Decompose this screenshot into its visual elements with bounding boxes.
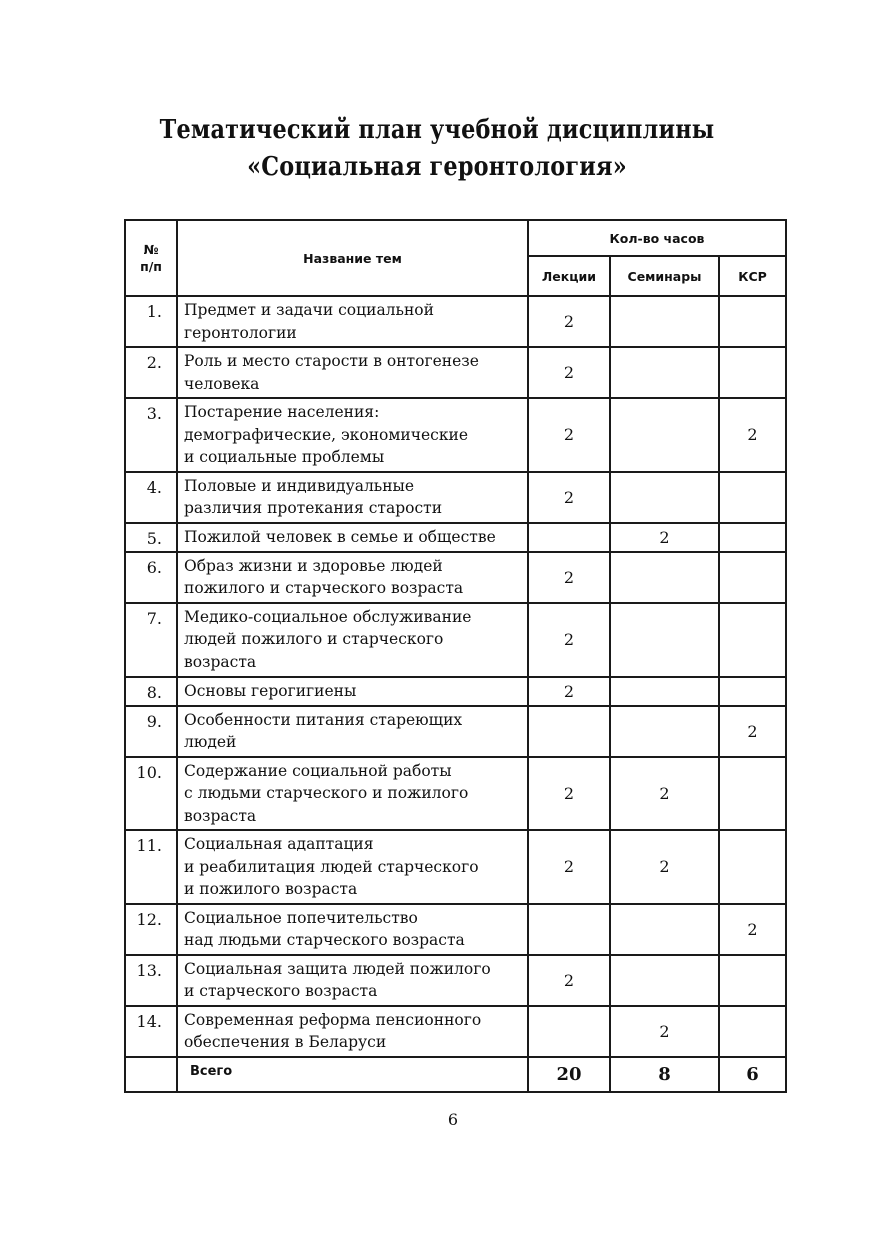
row-lectures — [528, 1006, 610, 1057]
row-ksr — [719, 830, 786, 904]
row-lectures: 2 — [528, 398, 610, 472]
row-topic-line: Социальное попечительство — [184, 908, 418, 927]
row-topic-line: людей пожилого и старческого — [184, 630, 444, 648]
row-ksr — [719, 472, 786, 523]
row-seminars — [610, 955, 719, 1006]
row-number: 10. — [125, 757, 177, 831]
row-number: 11. — [125, 830, 177, 904]
total-label: Всего — [177, 1057, 528, 1092]
row-topic-line: людей — [184, 733, 237, 751]
row-topic-line: над людьми старческого возраста — [184, 931, 465, 949]
row-topic-line: пожилого и старческого возраста — [184, 579, 464, 597]
row-lectures: 2 — [528, 472, 610, 523]
row-lectures: 2 — [528, 757, 610, 831]
row-lectures: 2 — [528, 955, 610, 1006]
table-row — [125, 398, 786, 472]
row-seminars — [610, 603, 719, 677]
row-topic-line: и реабилитация людей старческого — [184, 857, 479, 876]
row-seminars — [610, 472, 719, 523]
row-topic-line: Образ жизни и здоровье людей — [184, 556, 443, 575]
row-topic-line: Основы герогигиены — [184, 681, 357, 700]
row-topic-line: геронтологии — [184, 323, 297, 342]
row-topic-line: с людьми старческого и пожилого — [184, 784, 469, 802]
row-topic-line: Роль и место старости в онтогенезе — [184, 352, 479, 370]
table-row — [125, 296, 786, 347]
row-seminars — [610, 552, 719, 603]
row-topic-line: и социальные проблемы — [184, 448, 385, 466]
total-ksr: 6 — [719, 1057, 786, 1092]
row-seminars — [610, 296, 719, 347]
row-lectures: 2 — [528, 552, 610, 603]
table-body — [125, 296, 786, 1057]
table-row — [125, 552, 786, 603]
row-topic — [177, 904, 528, 955]
title-line-2: «Социальная геронтология» — [247, 152, 627, 182]
row-topic-line: Предмет и задачи социальной — [184, 301, 434, 319]
row-ksr — [719, 955, 786, 1006]
header-lectures: Лекции — [528, 256, 610, 296]
header-ksr: КСР — [719, 256, 786, 296]
table-row — [125, 1006, 786, 1057]
row-topic-line: Постарение населения: — [184, 403, 380, 421]
row-topic-line: Современная реформа пенсионного — [184, 1010, 482, 1029]
row-ksr — [719, 296, 786, 347]
table-row — [125, 955, 786, 1006]
row-number: 2. — [125, 347, 177, 398]
row-seminars — [610, 347, 719, 398]
row-ksr: 2 — [719, 706, 786, 757]
row-seminars: 2 — [610, 830, 719, 904]
row-number: 9. — [125, 706, 177, 757]
table-row — [125, 603, 786, 677]
row-number: 7. — [125, 603, 177, 677]
row-ksr — [719, 757, 786, 831]
header-seminars: Семинары — [610, 256, 719, 296]
header-hours-group: Кол-во часов — [528, 220, 786, 256]
row-topic-line: Пожилой человек в семье и обществе — [184, 527, 496, 546]
header-number — [125, 220, 177, 296]
row-topic-line: и пожилого возраста — [184, 880, 358, 898]
row-ksr — [719, 603, 786, 677]
row-seminars: 2 — [610, 757, 719, 831]
row-topic-line: Социальная защита людей пожилого — [184, 959, 491, 978]
row-topic — [177, 398, 528, 472]
row-topic — [177, 523, 528, 552]
table-row — [125, 347, 786, 398]
row-lectures — [528, 706, 610, 757]
row-number: 3. — [125, 398, 177, 472]
row-ksr: 2 — [719, 398, 786, 472]
total-number-cell — [125, 1057, 177, 1092]
total-seminars: 8 — [610, 1057, 719, 1092]
row-lectures: 2 — [528, 296, 610, 347]
row-seminars — [610, 398, 719, 472]
row-lectures — [528, 904, 610, 955]
page-title — [61, 112, 813, 186]
row-topic-line: возраста — [184, 652, 257, 671]
row-topic — [177, 603, 528, 677]
row-topic-line: демографические, экономические — [184, 425, 469, 444]
total-lectures: 20 — [528, 1057, 610, 1092]
row-ksr — [719, 552, 786, 603]
table-row — [125, 523, 786, 552]
table-row — [125, 677, 786, 706]
row-topic-line: Социальная адаптация — [184, 835, 374, 853]
table-row — [125, 904, 786, 955]
row-topic-line: обеспечения в Беларуси — [184, 1033, 387, 1051]
row-lectures: 2 — [528, 677, 610, 706]
table-row — [125, 472, 786, 523]
table-row — [125, 830, 786, 904]
row-lectures: 2 — [528, 830, 610, 904]
header-topic: Название тем — [177, 220, 528, 296]
row-seminars — [610, 706, 719, 757]
row-topic-line: возраста — [184, 806, 257, 825]
row-topic-line: Медико-социальное обслуживание — [184, 607, 472, 626]
row-topic — [177, 472, 528, 523]
row-number: 1. — [125, 296, 177, 347]
row-seminars: 2 — [610, 523, 719, 552]
row-topic-line: различия протекания старости — [184, 499, 443, 517]
row-number: 4. — [125, 472, 177, 523]
row-ksr — [719, 523, 786, 552]
row-number: 6. — [125, 552, 177, 603]
row-topic — [177, 677, 528, 706]
row-number: 12. — [125, 904, 177, 955]
table-row — [125, 706, 786, 757]
row-number: 8. — [125, 677, 177, 706]
row-topic-line: Содержание социальной работы — [184, 761, 452, 780]
row-lectures — [528, 523, 610, 552]
row-topic-line: Половые и индивидуальные — [184, 476, 415, 495]
row-topic — [177, 552, 528, 603]
row-topic-line: человека — [184, 374, 260, 393]
row-ksr: 2 — [719, 904, 786, 955]
row-topic — [177, 830, 528, 904]
row-seminars: 2 — [610, 1006, 719, 1057]
row-topic — [177, 347, 528, 398]
header-number-label: № п/п — [140, 242, 162, 274]
row-topic-line: Особенности питания стареющих — [184, 710, 463, 729]
title-line-1: Тематический план учебной дисциплины — [159, 115, 715, 145]
row-topic — [177, 706, 528, 757]
row-topic — [177, 955, 528, 1006]
thematic-plan-table — [124, 219, 787, 1093]
row-topic-line: и старческого возраста — [184, 982, 378, 1000]
row-topic — [177, 757, 528, 831]
row-lectures: 2 — [528, 603, 610, 677]
row-ksr — [719, 347, 786, 398]
row-ksr — [719, 1006, 786, 1057]
row-ksr — [719, 677, 786, 706]
row-topic — [177, 1006, 528, 1057]
row-number: 14. — [125, 1006, 177, 1057]
row-number: 13. — [125, 955, 177, 1006]
table-row — [125, 757, 786, 831]
row-lectures: 2 — [528, 347, 610, 398]
page-number: 6 — [447, 1110, 459, 1129]
row-seminars — [610, 904, 719, 955]
row-topic — [177, 296, 528, 347]
row-seminars — [610, 677, 719, 706]
row-number: 5. — [125, 523, 177, 552]
total-row — [125, 1057, 786, 1092]
